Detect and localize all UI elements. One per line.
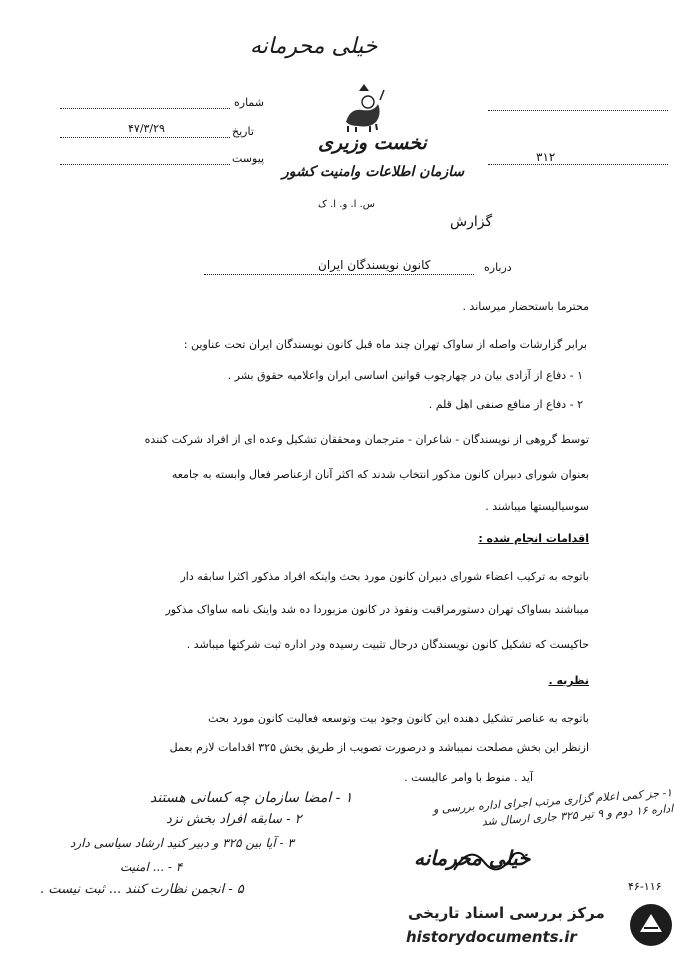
body-line: بعنوان شورای دبیران کانون مذکور انتخاب شدند که اکثر آنان ازعناصر فعال وابسته به جامعه xyxy=(171,468,589,481)
subject-value: کانون نویسندگان ایران xyxy=(318,258,431,272)
signature: خیلی محرمانه xyxy=(414,846,531,870)
opinion-line: آید . منوط با وامر عالیست . xyxy=(404,771,533,784)
organization-title: سازمان اطلاعات وامنیت کشور xyxy=(282,164,465,180)
handwritten-item: ۵ - انجمن نظارت کنند ... ثبت نیست . xyxy=(40,882,244,897)
attachment-field xyxy=(60,164,230,165)
right-field-1 xyxy=(488,110,668,111)
opinion-line: باتوجه به عناصر تشکیل دهنده این کانون وجود بیت وتوسعه فعالیت کانون مورد بحث xyxy=(208,712,589,725)
ministry-title: نخست وزیری xyxy=(318,132,427,154)
actions-line: حاکیست که تشکیل کانون نویسندگان درحال تثبیت رسیده ودر اداره ثبت شرکتها میباشد . xyxy=(186,638,589,651)
subject-label: درباره xyxy=(484,261,512,274)
handwritten-item: ۱ - امضا سازمان چه کسانی هستند xyxy=(150,790,353,806)
office-code: س. ا. و. ا. ک xyxy=(318,199,375,210)
body-line: برابر گزارشات واصله از ساواک تهران چند ماه قبل کانون نویسندگان ایران تحت عناوین : xyxy=(183,338,587,351)
right-field-2 xyxy=(488,164,668,165)
subject-field xyxy=(204,274,474,275)
watermark-url: historydocuments.ir xyxy=(406,928,577,946)
handwritten-item: ۲ - سابقه افراد بخش نزد xyxy=(166,812,302,827)
handwritten-item: ۴ - ... امنیت xyxy=(120,860,183,874)
body-line: سوسیالیستها میباشند . xyxy=(485,500,589,513)
opinion-heading: نظریه . xyxy=(548,674,589,687)
body-line: توسط گروهی از نویسندگان - شاعران - مترجمان ومحققان تشکیل وعده ای از افراد شرکت کننده xyxy=(144,433,589,446)
date-field xyxy=(60,137,230,138)
body-line: ۱ - دفاع از آزادی بیان در چهارچوب قوانین اساسی ایران واعلامیه حقوق بشر . xyxy=(227,369,583,382)
date-value: ۴۷/۳/۲۹ xyxy=(128,122,165,135)
opinion-line: ازنظر این بخش مصلحت نمیباشد و درصورت تصویب از طریق بخش ۳۲۵ اقدامات لازم بعمل xyxy=(169,741,589,754)
actions-line: میباشند بساواک تهران دستورمراقبت ونفوذ در کانون مزبوردا ده شد واینک نامه ساواک مذکور xyxy=(165,603,589,616)
watermark-title: مرکز بررسی اسناد تاریخی xyxy=(408,904,605,922)
body-line: ۲ - دفاع از منافع صنفی اهل قلم . xyxy=(428,398,583,411)
archive-logo-icon xyxy=(628,902,674,948)
right-code: ۳۱۲ xyxy=(536,150,556,164)
signature-flourish-icon xyxy=(450,840,530,880)
document-ref: ۴۶-۱۱۶ xyxy=(628,880,662,893)
handwritten-item: ۳ - آیا بین ۳۲۵ و دبیر کنید ارشاد سیاسی دارد xyxy=(70,836,294,850)
attachment-label: پیوست xyxy=(232,152,265,165)
salutation: محترما باستحضار میرساند . xyxy=(462,300,589,313)
actions-heading: اقدامات انجام شده : xyxy=(478,532,589,545)
watermark xyxy=(400,898,678,954)
number-field xyxy=(60,108,230,109)
date-label: تاریخ xyxy=(232,125,254,138)
report-label: گزارش xyxy=(450,214,493,230)
number-label: شماره xyxy=(234,96,265,109)
margin-note: ۱- جز کمی اعلام گزاری مرتب اجرای اداره بررسی و اداره ۱۶ دوم و ۹ تیر ۳۲۵ جاری ارسال شد xyxy=(432,786,674,829)
classification-stamp: خیلی محرمانه xyxy=(250,34,378,59)
lion-sun-emblem-icon xyxy=(340,82,388,134)
actions-line: باتوجه به ترکیب اعضاء شورای دبیران کانون مورد بحث واینکه افراد مذکور اکثرا سابقه دار xyxy=(180,570,589,583)
